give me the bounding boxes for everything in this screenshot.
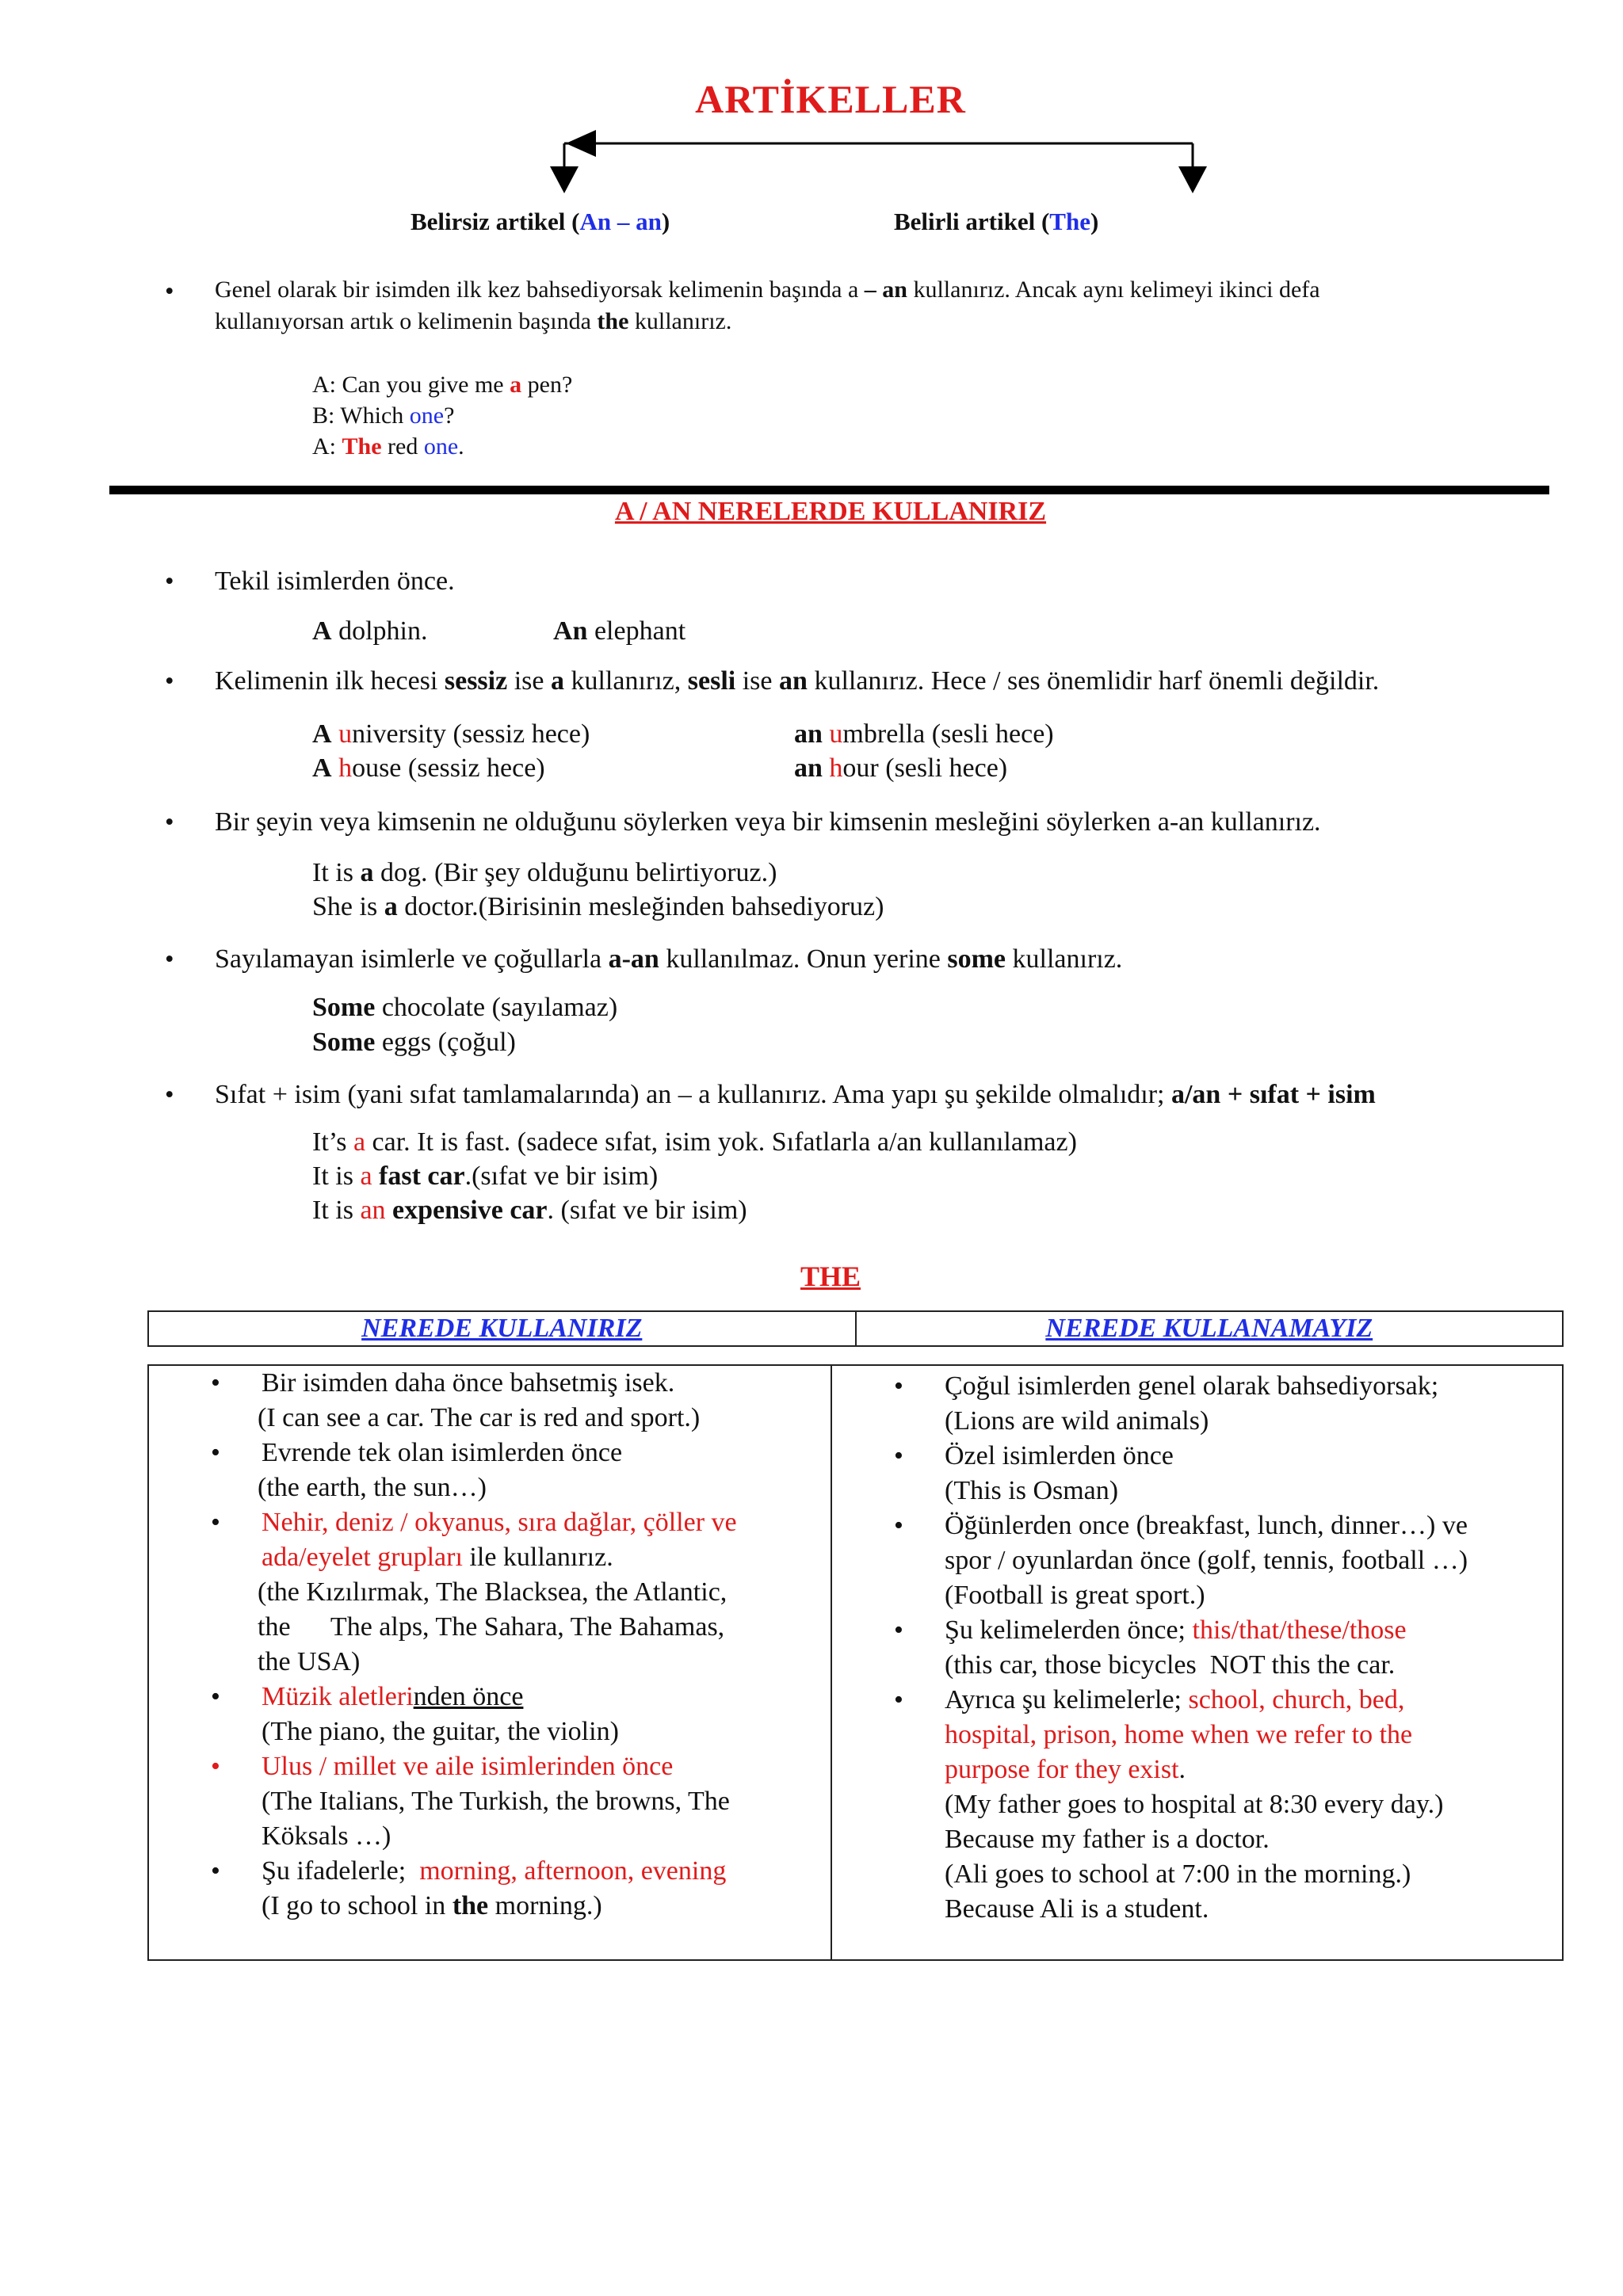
example-chocolate: Some chocolate (sayılamaz) [312,993,618,1022]
right-rule-purpose: Ayrıca şu kelimelerle; school, church, bed, [945,1685,1405,1714]
example-umbrella: an umbrella (sesli hece) [794,719,1054,749]
right-example: (Ali goes to school at 7:00 in the morning.) [945,1859,1411,1889]
right-example: (My father goes to hospital at 8:30 every day.) [945,1790,1444,1819]
example-doctor: She is a doctor.(Birisinin mesleğinden bahsediyoruz) [312,892,884,921]
bullet-dot: • [211,1682,220,1711]
left-example: Köksals …) [262,1821,391,1851]
arrow-head-top-left [566,130,596,157]
left-rule-geography-cont: ada/eyelet grupları ile kullanırız. [262,1543,613,1572]
right-example: (Football is great sport.) [945,1581,1205,1610]
rule-uncountable: Sayılamayan isimlerle ve çoğullarla a-an kullanılmaz. Onun yerine some kullanırız. [215,944,1123,974]
bullet-dot: • [894,1441,903,1470]
right-rule-demonstratives: Şu kelimelerden önce; this/that/these/those [945,1615,1407,1645]
bullet-dot: • [894,1615,903,1645]
column-divider [831,1364,832,1961]
bullet-dot: • [894,1511,903,1540]
example-hour: an hour (sesli hece) [794,753,1008,783]
rule-singular: Tekil isimlerden önce. [215,566,455,596]
the-section-heading: THE [800,1261,861,1292]
example-car-fast: It’s a car. It is fast. (sadece sıfat, isim yok. Sıfatlarla a/an kullanılamaz) [312,1127,1077,1157]
left-rule-mentioned-before: Bir isimden daha önce bahsetmiş isek. [262,1368,675,1398]
right-example: (Lions are wild animals) [945,1406,1209,1436]
bullet-dot: • [894,1371,903,1401]
right-rule-proper-nouns: Özel isimlerden önce [945,1441,1174,1470]
left-example: the The alps, The Sahara, The Bahamas, [258,1612,725,1642]
branch-line [564,143,1193,168]
bullet-dot: • [211,1508,220,1537]
left-example: the USA) [258,1647,361,1676]
rule-syllable: Kelimenin ilk hecesi sessiz ise a kullanırız, sesli ise an kullanırız. Hece / ses önemlidir harf önemli değildir. [215,666,1380,696]
example-an-elephant: An elephant [553,616,686,646]
an-section-heading: A / AN NERELERDE KULLANIRIZ [614,497,1047,526]
example-university: A university (sessiz hece) [312,719,590,749]
left-example: (the earth, the sun…) [258,1473,487,1502]
bullet-dot: • [165,945,174,974]
bullet-dot: • [165,277,174,306]
left-example: (the Kızılırmak, The Blacksea, the Atlantic, [258,1577,727,1607]
left-example: (The piano, the guitar, the violin) [262,1717,619,1746]
left-rule-geography: Nehir, deniz / okyanus, sıra dağlar, çöller ve [262,1508,737,1537]
bullet-dot: • [165,1081,174,1109]
right-rule-meals-sports: Öğünlerden once (breakfast, lunch, dinner…) ve [945,1511,1468,1540]
article-branch-arrows [0,0,1623,238]
indefinite-article-label: Belirsiz artikel (An – an) [411,208,670,235]
example-house: A house (sessiz hece) [312,753,545,783]
intro-text: Genel olarak bir isimden ilk kez bahsediyorsak kelimenin başında a – an kullanırız. Ancak aynı kelimeyi ikinci defa kullanıyorsan artık o kelimenin başında the kullanırız. [215,277,1320,334]
header-where-used: NEREDE KULLANIRIZ [361,1314,643,1343]
right-example: Because Ali is a student. [945,1894,1209,1924]
bullet-dot: • [211,1368,220,1398]
bullet-dot: • [211,1752,220,1781]
arrow-head-left-down [550,166,579,193]
left-example: (The Italians, The Turkish, the browns, The [262,1787,730,1816]
left-rule-instruments: Müzik aletlerinden önce [262,1682,524,1711]
example-dog: It is a dog. (Bir şey olduğunu belirtiyoruz.) [312,858,777,887]
rule-adjective: Sıfat + isim (yani sıfat tamlamalarında) an – a kullanırız. Ama yapı şu şekilde olmalıdır; a/an + sıfat + isim [215,1080,1376,1109]
example-a-dolphin: A dolphin. [312,616,428,646]
the-table-header [147,1310,1564,1347]
left-rule-time-expressions: Şu ifadelerle; morning, afternoon, evening [262,1856,727,1886]
header-where-not-used: NEREDE KULLANAMAYIZ [855,1312,1563,1345]
rule-profession: Bir şeyin veya kimsenin ne olduğunu söylerken veya bir kimsenin mesleğini söylerken a-an kullanırız. [215,807,1321,837]
right-example: (this car, those bicycles NOT this the car. [945,1650,1396,1680]
left-example: (I can see a car. The car is red and sport.) [258,1403,701,1432]
example-fast-car: It is a fast car.(sıfat ve bir isim) [312,1161,659,1191]
arrow-head-right-down [1178,166,1207,193]
definite-article-label: Belirli artikel (The) [894,208,1099,235]
section-divider [109,486,1549,494]
bullet-dot: • [211,1438,220,1467]
bullet-dot: • [165,567,174,596]
right-example: Because my father is a doctor. [945,1825,1270,1854]
left-example: (I go to school in the morning.) [262,1891,602,1920]
bullet-dot: • [165,808,174,837]
right-rule-plural-general: Çoğul isimlerden genel olarak bahsediyorsak; [945,1371,1439,1401]
intro-dialogue: A: Can you give me a pen? B: Which one? A: The red one. [312,372,573,460]
right-rule-purpose-cont: purpose for they exist. [945,1755,1186,1784]
right-rule-meals-sports-cont: spor / oyunlardan önce (golf, tennis, football …) [945,1546,1468,1575]
bullet-dot: • [894,1685,903,1714]
page-title: ARTİKELLER [695,77,966,121]
right-rule-purpose-cont: hospital, prison, home when we refer to the [945,1720,1413,1749]
example-expensive-car: It is an expensive car. (sıfat ve bir isim) [312,1196,747,1225]
left-rule-unique: Evrende tek olan isimlerden önce [262,1438,623,1467]
bullet-dot: • [165,667,174,696]
right-example: (This is Osman) [945,1476,1119,1505]
example-eggs: Some eggs (çoğul) [312,1028,516,1057]
bullet-dot: • [211,1856,220,1886]
left-rule-nations: Ulus / millet ve aile isimlerinden önce [262,1752,674,1781]
